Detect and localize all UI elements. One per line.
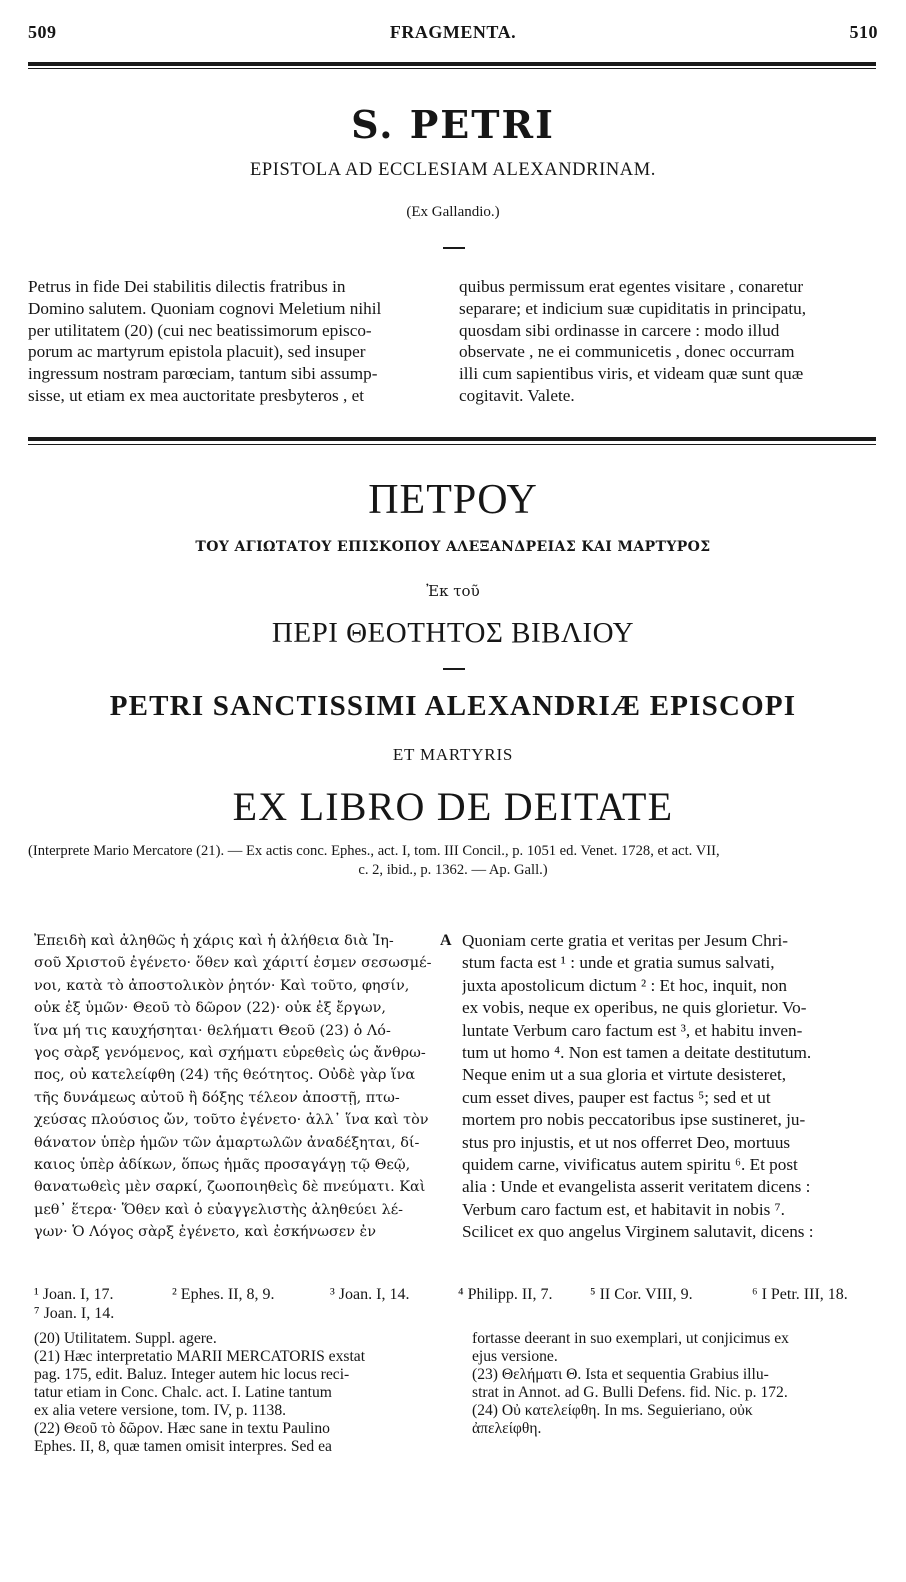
note-line: (22) Θεοῦ τὸ δῶρον. Hæc sane in textu Paulino xyxy=(34,1420,330,1437)
text-line: Domino salutem. Quoniam cognovi Meletium nihil xyxy=(28,298,382,318)
text-line: stus pro injustis, et ut nos offerret Deo, mortuus xyxy=(462,1132,791,1152)
text-line: sisse, ut etiam ex mea auctoritate presbyteros , et xyxy=(28,385,364,405)
scripture-ref: ⁵ II Cor. VIII, 9. xyxy=(590,1286,693,1303)
scripture-ref: ³ Joan. I, 14. xyxy=(330,1286,410,1303)
text-line: mortem pro nobis peccatoribus ipse sustineret, ju- xyxy=(462,1110,806,1130)
note-line: tatur etiam in Conc. Chalc. act. I. Latine tantum xyxy=(34,1384,332,1401)
source-note-line2: c. 2, ibid., p. 1362. — Ap. Gall.) xyxy=(358,862,548,878)
text-line: Neque enim ut a sua gloria et virtute desisteret, xyxy=(462,1065,787,1085)
text-line: luntate Verbum caro factum est ³, et habitu inven- xyxy=(462,1020,803,1040)
section1-title: S. PETRI xyxy=(351,102,555,147)
column-marker: A xyxy=(440,932,452,949)
text-line: ex vobis, neque ex operibus, ne quis glorietur. Vo- xyxy=(462,998,807,1018)
section-divider xyxy=(28,437,876,441)
note-line: (24) Οὐ κατελείφθη. In ms. Seguieriano, οὐκ xyxy=(472,1402,753,1419)
greek-title: ΠΕΤΡΟΥ xyxy=(368,477,538,523)
text-line: porum ac martyrum epistola placuit), sed insuper xyxy=(28,342,366,362)
text-line: observate , ne ei communicetis , donec occurram xyxy=(459,342,795,362)
scripture-ref: ² Ephes. II, 8, 9. xyxy=(172,1286,275,1303)
text-line: γων· Ὁ Λόγος σὰρξ ἐγένετο, καὶ ἐσκήνωσεν ἐν xyxy=(34,1224,377,1241)
section-divider-thin xyxy=(28,444,876,445)
text-line: illi cum sapientibus viris, et videam quæ sunt quæ xyxy=(459,364,804,384)
latin-book-title: EX LIBRO DE DEITATE xyxy=(232,784,674,829)
latin-et-martyris: ET MARTYRIS xyxy=(392,745,514,764)
text-line: ἵνα μή τις καυχήσηται· θελήματι Θεοῦ (23) ὁ Λό- xyxy=(34,1022,391,1039)
note-line: fortasse deerant in suo exemplari, ut conjicimus ex xyxy=(472,1330,789,1347)
text-line: σοῦ Χριστοῦ ἐγένετο· ὅθεν καὶ χάριτί ἐσμεν σεσωσμέ- xyxy=(34,955,432,972)
notes-right-column xyxy=(472,1330,878,1438)
greek-subtitle: ΤΟΥ ΑΓΙΩΤΑΤΟΥ ΕΠΙΣΚΟΠΟΥ ΑΛΕΞΑΝΔΡΕΙΑΣ ΚΑΙ ΜΑΡΤΥΡΟΣ xyxy=(195,539,711,555)
note-line: strat in Annot. ad G. Bulli Defens. fid. Nic. p. 172. xyxy=(472,1384,788,1401)
latin-title: PETRI SANCTISSIMI ALEXANDRIÆ EPISCOPI xyxy=(109,690,797,722)
text-line: Ἐπειδὴ καὶ ἀληθῶς ἡ χάρις καὶ ἡ ἀλήθεια διὰ Ἰη- xyxy=(34,933,394,949)
text-line: Petrus in fide Dei stabilitis dilectis fratribus in xyxy=(28,277,346,296)
text-line: Quoniam certe gratia et veritas per Jesum Chri- xyxy=(462,931,788,950)
note-line: (20) Utilitatem. Suppl. agere. xyxy=(34,1330,217,1347)
text-line: separare; et indicium suæ cupiditatis in principatu, xyxy=(459,298,807,318)
text-line: θάνατον ὑπὲρ ἡμῶν τῶν ἁμαρτωλῶν ἀναδέξηται, δί- xyxy=(34,1134,420,1151)
text-line: cogitavit. Valete. xyxy=(459,385,575,405)
scripture-ref: ¹ Joan. I, 17. xyxy=(34,1286,114,1303)
text-line: Verbum caro factum est, et habitavit in nobis ⁷. xyxy=(462,1199,785,1219)
notes-left-column xyxy=(34,1330,440,1456)
text-line: tum ut homo ⁴. Non est tamen a deitate destitutum. xyxy=(462,1043,812,1063)
note-line: Ephes. II, 8, quæ tamen omisit interpres. Sed ea xyxy=(34,1438,332,1455)
scripture-ref: ⁶ I Petr. III, 18. xyxy=(752,1286,848,1303)
greek-book-title: ΠΕΡΙ ΘΕΟΤΗΤΟΣ ΒΙΒΛΙΟΥ xyxy=(271,617,635,649)
note-line: pag. 175, edit. Baluz. Integer autem hic locus reci- xyxy=(34,1366,350,1383)
section1-right-column xyxy=(459,276,879,407)
running-head-title: FRAGMENTA. xyxy=(389,22,517,42)
section1-subtitle: EPISTOLA AD ECCLESIAM ALEXANDRINAM. xyxy=(249,160,657,180)
text-line: οὐκ ἐξ ὑμῶν· Θεοῦ τὸ δῶρον (22)· οὐκ ἐξ ἔργων, xyxy=(34,1000,386,1017)
section1-dash xyxy=(443,247,465,249)
note-line: (21) Hæc interpretatio MARII MERCATORIS exstat xyxy=(34,1348,366,1365)
text-line: cum esset dives, pauper est factus ⁵; sed et ut xyxy=(462,1087,771,1107)
note-line: ἀπελείφθη. xyxy=(472,1420,542,1437)
text-line: νοι, κατὰ τὸ ἀποστολικὸν ῥητόν· Καὶ τοῦτο, φησίν, xyxy=(34,977,410,994)
note-line: (23) Θελήματι Θ. Ista et sequentia Grabius illu- xyxy=(472,1366,769,1383)
latin-text-column xyxy=(462,930,880,1244)
text-line: alia : Unde et evangelista asserit veritatem dicens : xyxy=(462,1177,811,1197)
right-page-number: 510 xyxy=(849,22,878,42)
greek-ek: Ἐκ τοῦ xyxy=(426,582,480,600)
text-line: juxta apostolicum dictum ² : Et hoc, inquit, non xyxy=(462,975,787,995)
note-line: ex alia vetere versione, tom. IV, p. 1138. xyxy=(34,1402,287,1419)
section2-dash xyxy=(443,668,465,670)
text-line: quibus permissum erat egentes visitare , conaretur xyxy=(459,277,804,296)
source-note-line1: (Interprete Mario Mercatore (21). — Ex actis conc. Ephes., act. I, tom. III Concil., p. 1051 ed. Venet. 1728, et act. VII, xyxy=(28,843,720,859)
header-rule-thin xyxy=(28,68,876,69)
scripture-ref: ⁴ Philipp. II, 7. xyxy=(458,1286,553,1303)
text-line: Scilicet ex quo angelus Virginem salutavit, dicens : xyxy=(462,1222,814,1242)
greek-text-column xyxy=(34,930,434,1244)
text-line: καιος ὑπὲρ ἀδίκων, ὅπως ἡμᾶς προσαγάγῃ τῷ Θεῷ, xyxy=(34,1157,411,1174)
note-line: ejus versione. xyxy=(472,1348,558,1365)
text-line: γος σὰρξ γενόμενος, καὶ σχήματι εὑρεθεὶς ὡς ἄνθρω- xyxy=(34,1045,426,1062)
scripture-ref: ⁷ Joan. I, 14. xyxy=(34,1305,115,1322)
left-page-number: 509 xyxy=(28,22,57,42)
text-line: stum facta est ¹ : unde et gratia sumus salvati, xyxy=(462,953,775,973)
section1-source: (Ex Gallandio.) xyxy=(406,204,500,220)
text-line: πος, οὐ κατελείφθη (24) τῆς θεότητος. Οὐδὲ γὰρ ἵνα xyxy=(34,1067,416,1084)
section1-left-column xyxy=(28,276,446,407)
text-line: χεύσας πλούσιος ὤν, τοῦτο ἐγένετο· ἀλλ᾽ ἵνα καὶ τὸν xyxy=(34,1112,429,1129)
text-line: quidem carne, vivificatus autem spiritu ⁶. Et post xyxy=(462,1155,798,1175)
text-line: θανατωθεὶς μὲν σαρκί, ζωοποιηθεὶς δὲ πνεύματι. Καὶ xyxy=(34,1179,426,1196)
text-line: quosdam sibi ordinasse in carcere : modo illud xyxy=(459,320,780,340)
text-line: ingressum nostram parœciam, tantum sibi assump- xyxy=(28,364,378,384)
text-line: per utilitatem (20) (cui nec beatissimorum episco- xyxy=(28,320,372,340)
header-rule xyxy=(28,62,876,66)
text-line: μεθ᾽ ἕτερα· Ὅθεν καὶ ὁ εὐαγγελιστὴς ἀληθεύει λέ- xyxy=(34,1201,404,1218)
text-line: τῆς δυνάμεως αὐτοῦ ἢ δόξης τέλεον ἀποστῇ, πτω- xyxy=(34,1089,400,1106)
